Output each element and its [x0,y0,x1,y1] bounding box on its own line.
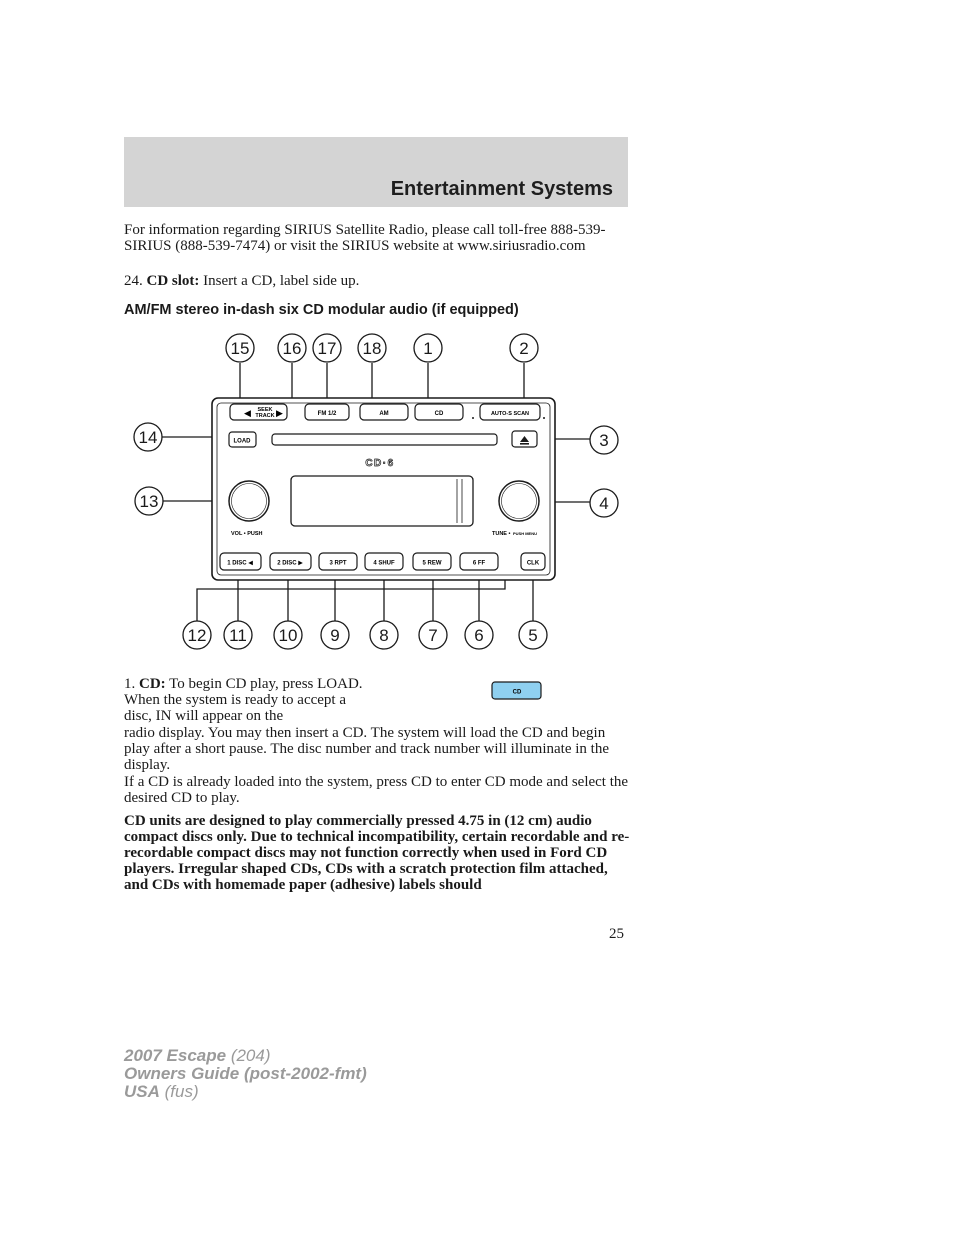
callout-16: 16 [282,339,302,358]
footer-line-3 [124,1083,367,1101]
cd-label: CD [434,411,444,417]
footer-market-code: (fus) [159,1082,199,1101]
page-title: Entertainment Systems [390,178,613,200]
page-number: 25 [609,926,624,942]
disc1-label: 1 DISC ◀ [227,560,253,567]
callout-6: 6 [474,626,484,645]
callout-7: 7 [428,626,438,645]
callout-12: 12 [187,626,207,645]
item-24-number: 24. [124,273,143,289]
radio-display [291,476,473,526]
rpt-label: 3 RPT [329,560,347,567]
header-band [124,137,628,207]
footer-model-code: (204) [226,1046,271,1065]
footer-market: USA [124,1082,160,1101]
callout-15: 15 [230,339,250,358]
cd6-logo: CD·6 [365,458,395,469]
cd-item-number: 1. [124,676,136,692]
cd-paragraph-loaded: If a CD is already loaded into the system, press CD to enter CD mode and select the desired CD to play. [124,774,629,806]
sirius-info-paragraph: For information regarding SIRIUS Satellite Radio, please call toll-free 888-539-SIRIUS (888-539-7474) or visit the SIRIUS website at www.siriusradio.com [124,222,606,254]
tune-knob[interactable] [499,481,539,521]
item-24-paragraph [124,273,359,289]
radio-diagram [124,328,629,658]
cd-button-illustration-label: CD [512,689,522,696]
track-label: TRACK [255,413,275,419]
vol-push-label: VOL • PUSH [231,531,263,537]
cd-paragraph-continued: radio display. You may then insert a CD. The system will load the CD and begin play after a short pause. The disc number and track number will illuminate in the display. [124,725,609,773]
disc2-label: 2 DISC ▶ [277,560,303,567]
cd-slot [272,434,497,445]
svg-text:◀: ◀ [244,408,251,418]
cd-item-term: CD: [139,676,166,692]
am-label: AM [379,411,389,417]
rew-label: 5 REW [422,560,442,567]
auto-scan-label: AUTO-S SCAN [490,411,530,417]
callout-9: 9 [330,626,340,645]
footer-guide: Owners Guide (post-2002-fmt) [124,1064,367,1083]
callout-11: 11 [229,626,247,645]
section-heading: AM/FM stereo in-dash six CD modular audio (if equipped) [124,302,519,318]
callout-5: 5 [528,626,538,645]
callout-8: 8 [379,626,389,645]
callout-3: 3 [599,431,609,450]
cd-warning-paragraph: CD units are designed to play commercially pressed 4.75 in (12 cm) audio compact discs only. Due to technical incompatibility, certain recordable and re-recordable compact discs may not function correctly when used in Ford CD players. Irregular shaped CDs, CDs with a scratch protection film attached, and CDs with homemade paper (adhesive) labels should [124,813,630,893]
cd-paragraph-intro [124,676,372,724]
callout-17: 17 [317,339,337,358]
svg-text:▶: ▶ [276,408,283,418]
document-footer [124,1047,367,1101]
footer-model: 2007 Escape [124,1046,227,1065]
tune-label: TUNE • [492,531,511,537]
item-24-term: CD slot: [146,273,200,289]
item-24-text: Insert a CD, label side up. [203,273,360,289]
footer-line-2 [124,1065,367,1083]
callout-18: 18 [362,339,382,358]
seek-label: SEEK [257,407,273,413]
volume-knob[interactable] [229,481,269,521]
callout-10: 10 [278,626,298,645]
cd-item-text-1: To begin CD play, press LOAD. When the system is ready to accept a disc, IN will appear on the [124,676,363,724]
clk-label: CLK [526,560,540,567]
ff-label: 6 FF [472,560,486,567]
callout-1: 1 [423,339,433,358]
fm-label: FM 1/2 [317,411,337,417]
callout-2: 2 [519,339,529,358]
cd-button-illustration [491,681,543,701]
shuf-label: 4 SHUF [373,560,395,567]
load-label: LOAD [233,438,251,445]
push-menu-label: PUSH MENU [513,531,538,536]
callout-13: 13 [139,492,159,511]
callout-4: 4 [599,494,609,513]
footer-line-1 [124,1047,367,1065]
callout-14: 14 [138,428,158,447]
